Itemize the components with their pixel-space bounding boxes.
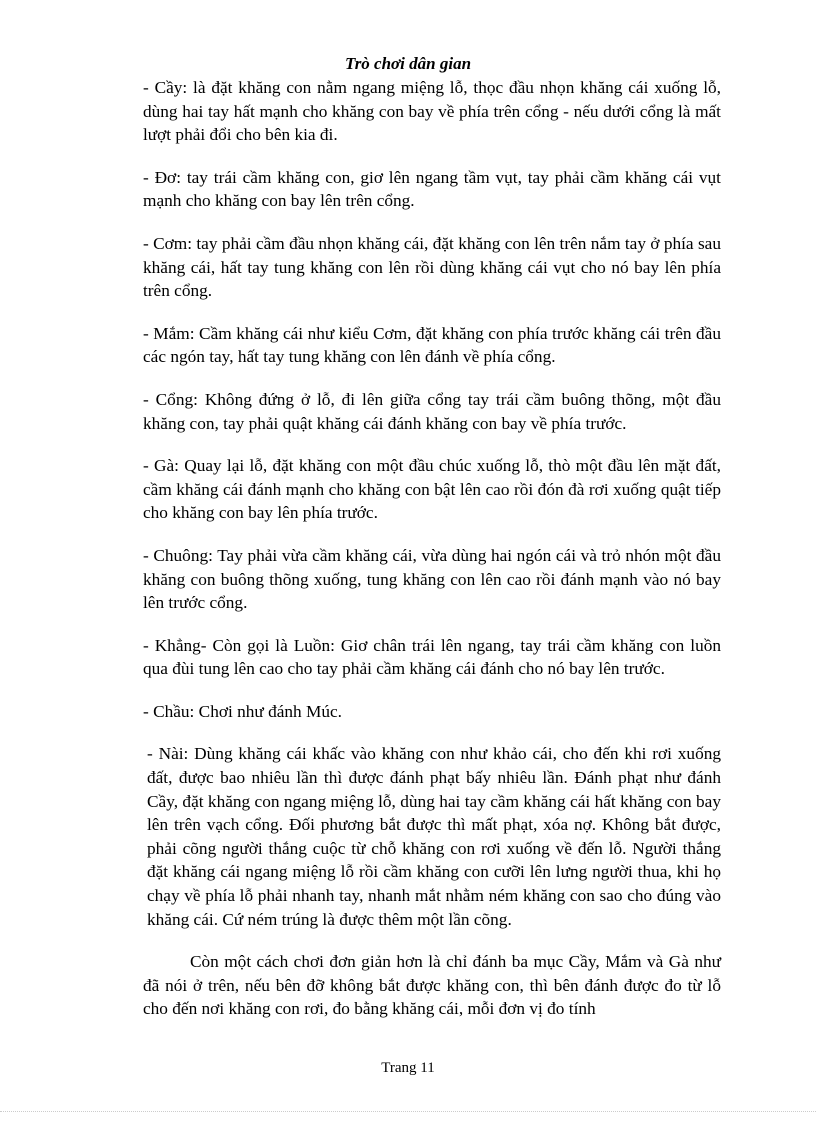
paragraph-do: - Đơ: tay trái cầm khăng con, giơ lên ngang tầm vụt, tay phải cầm khăng cái vụt mạnh cho khăng con bay lên trên cổng. xyxy=(143,167,721,211)
paragraph-cong: - Cổng: Không đứng ở lỗ, đi lên giữa cổng tay trái cầm buông thõng, một đầu khăng con, tay phải quật khăng cái đánh khăng con bay về phía trước. xyxy=(143,389,721,433)
page-header-title: Trò chơi dân gian xyxy=(344,54,472,73)
document-body xyxy=(143,76,721,1040)
page-bottom-edge xyxy=(0,1111,816,1113)
paragraph-simple-variant: Còn một cách chơi đơn giản hơn là chỉ đánh ba mục Cầy, Mắm và Gà như đã nói ở trên, nếu bên đỡ không bắt được khăng con, thì bên đánh được đo từ lỗ cho đến nơi khăng con rơi, đo bằng khăng cái, mỗi đơn vị đo tính xyxy=(143,952,721,1019)
page-number: Trang 11 xyxy=(381,1060,435,1076)
paragraph-com: - Cơm: tay phải cầm đầu nhọn khăng cái, đặt khăng con lên trên nắm tay ở phía sau khăng cái, hất tay tung khăng con lên rồi dùng khăng cái vụt cho nó bay lên phía trên cổng. xyxy=(143,233,721,301)
paragraph-mam: - Mắm: Cầm khăng cái như kiểu Cơm, đặt khăng con phía trước khăng cái trên đầu các ngón tay, hất tay tung khăng con lên đánh về phía cổng. xyxy=(143,323,721,367)
paragraph-khang: - Khẳng- Còn gọi là Luồn: Giơ chân trái lên ngang, tay trái cầm khăng con luồn qua đùi tung lên cao cho tay phải cầm khăng cái đánh cho nó bay lên trước. xyxy=(143,635,721,679)
paragraph-ga: - Gà: Quay lại lỗ, đặt khăng con một đầu chúc xuống lỗ, thò một đầu lên mặt đất, cầm khăng cái đánh mạnh cho khăng con bật lên cao rồi đón đà rơi xuống quật tiếp cho khăng con bay lên phía trước. xyxy=(143,456,721,523)
paragraph-nai: - Nài: Dùng khăng cái khấc vào khăng con như khảo cái, cho đến khi rơi xuống đất, được bao nhiêu lần thì được đánh phạt bấy nhiêu lần. Đánh phạt như đánh Cầy, đặt khăng con ngang miệng lỗ, dùng hai tay cầm khăng cái hất khăng con bay lên trên vạch cổng. Đối phương bắt được thì mất phạt, xóa nợ. Không bắt được, phải cõng người thắng cuộc từ chỗ khăng con rơi xuống về đến lỗ. Người thắng đặt khăng cái ngang miệng lỗ rồi cầm khăng con cưỡi lên lưng người thua, khi họ chạy về phía lỗ phải nhanh tay, nhanh mắt nhằm ném khăng con sao cho đúng vào khăng cái. Cứ ném trúng là được thêm một lần cõng. xyxy=(147,744,721,929)
paragraph-chuong: - Chuông: Tay phải vừa cầm khăng cái, vừa dùng hai ngón cái và trỏ nhón một đầu khăng con buông thõng xuống, tung khăng con lên cao rồi đánh mạnh vào nó bay lên trước cổng. xyxy=(143,545,721,613)
paragraph-cay: - Cầy: là đặt khăng con nằm ngang miệng lỗ, thọc đầu nhọn khăng cái xuống lỗ, dùng hai tay hất mạnh cho khăng con bay về phía trên cổng - nếu dưới cổng là mất lượt phải đổi cho bên kia đi. xyxy=(143,78,721,145)
paragraph-chau: - Chầu: Chơi như đánh Múc. xyxy=(143,701,342,721)
